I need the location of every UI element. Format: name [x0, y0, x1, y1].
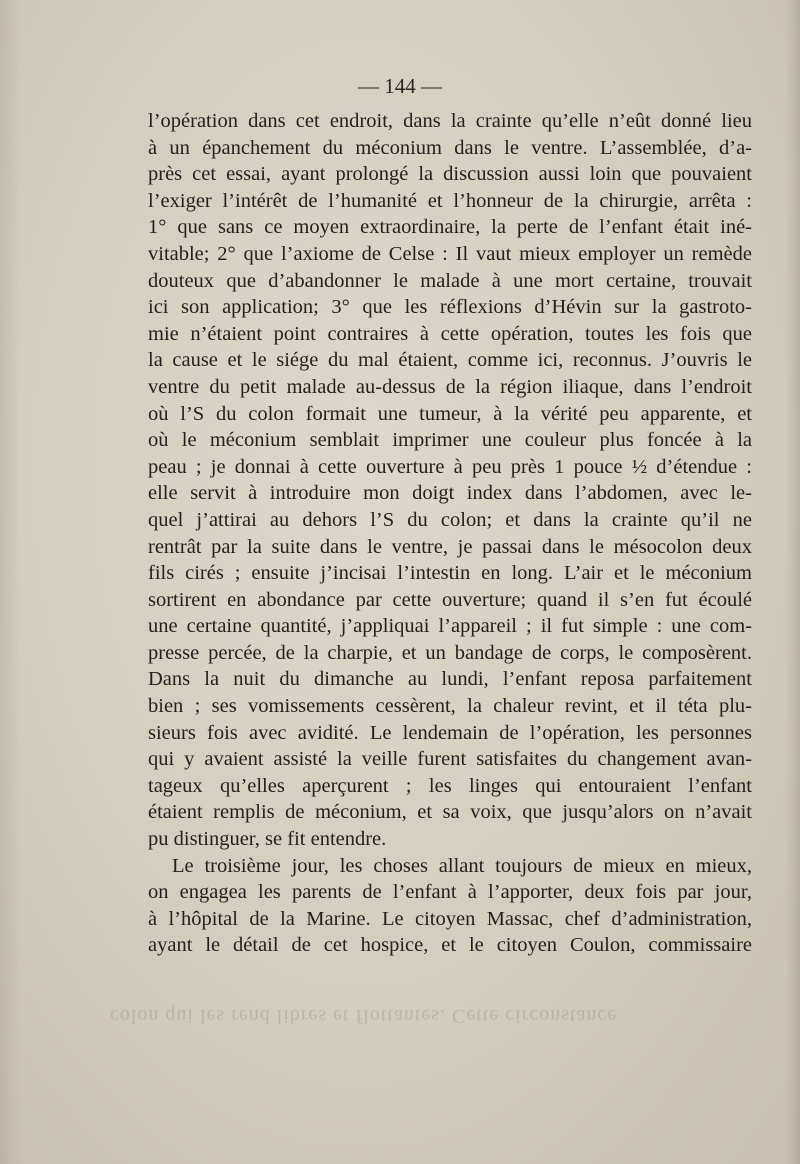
text-line: Le troisième jour, les choses allant toujours de mieux en mieux, — [172, 854, 752, 877]
text-line: rentrât par la suite dans le ventre, je passai dans le mésocolon deux — [148, 535, 752, 558]
page-number: — 144 — — [358, 74, 442, 98]
text-line: mie n’étaient point contraires à cette opération, toutes les fois que — [148, 322, 752, 345]
text-line: à un épanchement du méconium dans le ventre. L’assemblée, d’a- — [148, 136, 752, 159]
text-line: fils cirés ; ensuite j’incisai l’intestin en long. L’air et le méconium — [148, 562, 752, 585]
text-line: on engagea les parents de l’enfant à l’apporter, deux fois par jour, — [148, 881, 752, 904]
text-line: qui y avaient assisté la veille furent satisfaites du changement avan- — [148, 748, 752, 771]
text-line: sortirent en abondance par cette ouverture; quand il s’en fut écoulé — [148, 588, 752, 611]
body-text — [148, 108, 752, 959]
text-line: pu distinguer, se fit entendre. — [148, 828, 387, 851]
text-line: peau ; je donnai à cette ouverture à peu près 1 pouce ½ d’étendue : — [148, 455, 752, 478]
text-line: sieurs fois avec avidité. Le lendemain de l’opération, les personnes — [148, 721, 752, 744]
text-line: douteux que d’abandonner le malade à une mort certaine, trouvait — [148, 269, 752, 292]
text-line: l’exiger l’intérêt de l’humanité et l’honneur de la chirurgie, arrêta : — [148, 189, 752, 212]
text-line: tageux qu’elles aperçurent ; les linges qui entouraient l’enfant — [148, 774, 752, 797]
text-line: près cet essai, ayant prolongé la discussion aussi loin que pouvaient — [148, 163, 752, 186]
text-line: à l’hôpital de la Marine. Le citoyen Massac, chef d’administration, — [148, 907, 752, 930]
text-line: elle servit à introduire mon doigt index dans l’abdomen, avec le- — [148, 482, 752, 505]
text-line: Dans la nuit du dimanche au lundi, l’enfant reposa parfaitement — [148, 668, 752, 691]
text-line: l’opération dans cet endroit, dans la crainte qu’elle n’eût donné lieu — [148, 110, 752, 132]
text-line: ayant le détail de cet hospice, et le citoyen Coulon, commissaire — [148, 934, 752, 957]
text-line: où l’S du colon formait une tumeur, à la vérité peu apparente, et — [148, 402, 752, 425]
text-line: ventre du petit malade au-dessus de la région iliaque, dans l’endroit — [148, 375, 752, 398]
text-line: une certaine quantité, j’appliquai l’appareil ; il fut simple : une com- — [148, 615, 752, 638]
text-line: la cause et le siége du mal étaient, comme ici, reconnus. J’ouvris le — [148, 349, 752, 372]
page-left-shadow — [0, 0, 20, 1164]
bleed-through-text: colon qui les rend libres et flottantes. Cette circonstance — [110, 1005, 618, 1027]
text-line: quel j’attirai au dehors l’S du colon; et dans la crainte qu’il ne — [148, 508, 752, 531]
text-line: ici son application; 3° que les réflexions d’Hévin sur la gastroto- — [148, 296, 752, 319]
text-line: presse percée, de la charpie, et un bandage de corps, le composèrent. — [148, 641, 752, 664]
text-line: étaient remplis de méconium, et sa voix, que jusqu’alors on n’avait — [148, 801, 752, 824]
text-line: bien ; ses vomissements cessèrent, la chaleur revint, et il téta plu- — [148, 695, 752, 718]
text-line: vitable; 2° que l’axiome de Celse : Il vaut mieux employer un remède — [148, 242, 752, 265]
text-line: où le méconium semblait imprimer une couleur plus foncée à la — [148, 429, 752, 452]
page-right-shadow — [786, 0, 800, 1164]
text-line: 1° que sans ce moyen extraordinaire, la perte de l’enfant était iné- — [148, 216, 752, 239]
